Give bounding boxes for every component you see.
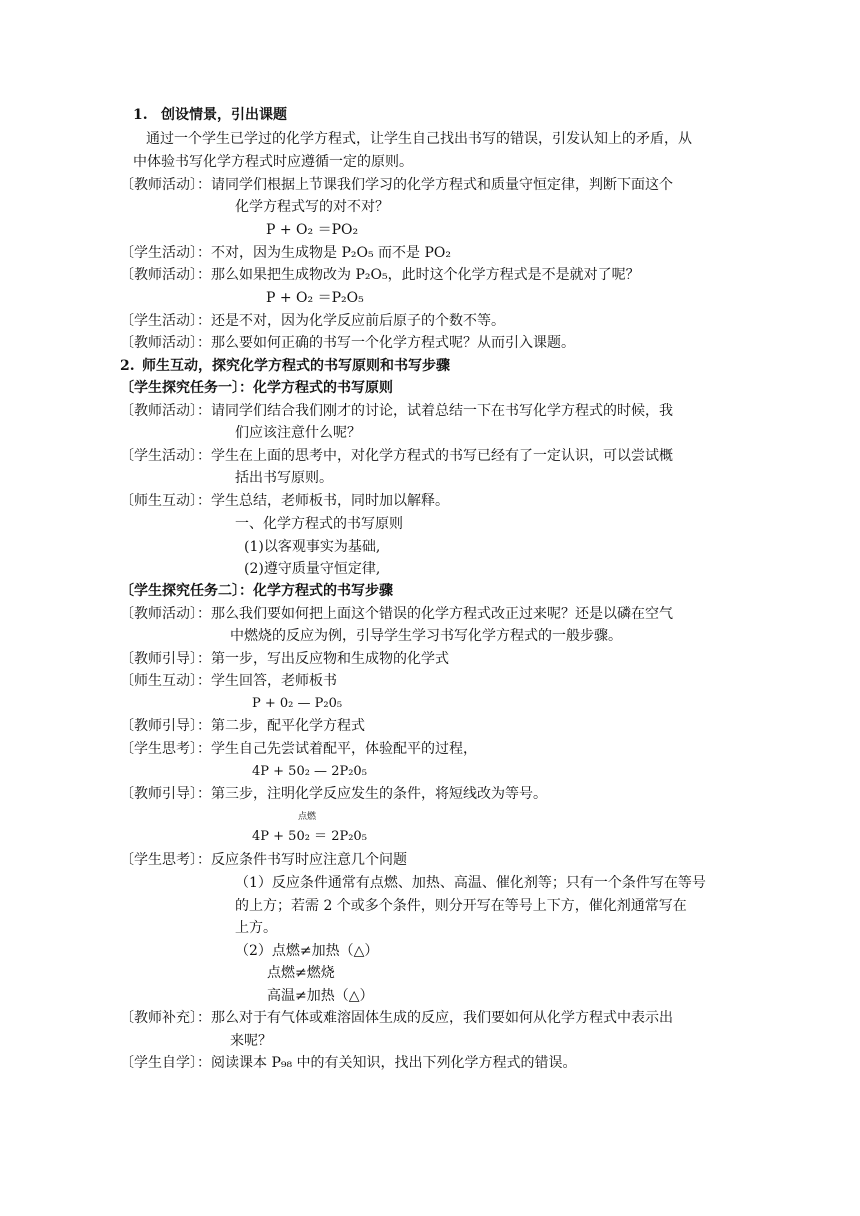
section-2-number: 2. (120, 358, 135, 374)
equation-step-3: 4P + 50₂ ＝ 2P₂0₅ (252, 829, 367, 844)
role-label: 〔教师活动〕： (120, 606, 211, 622)
dialogue-text: 不对，因为生成物是 P₂O₅ 而不是 PO₂ (211, 245, 451, 261)
note-2-line-3: 高温≠加热（△） (267, 988, 374, 1004)
dialogue-line (120, 849, 407, 871)
dialogue-continuation: 中燃烧的反应为例，引导学生学习书写化学方程式的一般步骤。 (230, 628, 622, 644)
dialogue-continuation: 化学方程式写的对不对？ (235, 199, 389, 215)
condition-label: 点燃 (298, 812, 317, 822)
dialogue-continuation: 们应该注意什么呢？ (235, 425, 361, 441)
dialogue-line (120, 715, 365, 737)
section-1-title: 创设情景，引出课题 (161, 107, 287, 123)
role-label: 〔学生思考〕： (120, 852, 211, 868)
dialogue-text: 阅读课本 P₉₈ 中的有关知识，找出下列化学方程式的错误。 (211, 1055, 577, 1071)
role-label: 〔学生活动〕： (120, 313, 211, 329)
dialogue-text: 学生总结，老师板书，同时加以解释。 (211, 493, 449, 509)
dialogue-text: 反应条件书写时应注意几个问题 (211, 852, 407, 868)
dialogue-line (120, 174, 673, 196)
role-label: 〔教师补充〕： (120, 1010, 211, 1026)
note-2-line-1: （2）点燃≠加热（△） (235, 943, 379, 959)
role-label: 〔学生活动〕： (120, 245, 211, 261)
task-2-heading: 〔学生探究任务二〕：化学方程式的书写步骤 (120, 583, 393, 599)
dialogue-text: 第二步，配平化学方程式 (211, 718, 365, 734)
dialogue-line (120, 264, 640, 286)
note-2-line-2: 点燃≠燃烧 (267, 965, 335, 981)
role-label: 〔教师引导〕： (120, 651, 211, 667)
role-label: 〔教师引导〕： (120, 786, 211, 802)
equation-1: P + O₂ ＝PO₂ (266, 222, 359, 238)
dialogue-text: 请同学们根据上节课我们学习的化学方程式和质量守恒定律，判断下面这个 (211, 177, 673, 193)
dialogue-line (120, 490, 449, 512)
note-1-line-3: 上方。 (235, 920, 277, 936)
equation-2: P + O₂ ＝P₂O₅ (266, 290, 364, 306)
role-label: 〔师生互动〕： (120, 673, 211, 689)
role-label: 〔教师活动〕： (120, 267, 211, 283)
dialogue-line (120, 1007, 673, 1029)
dialogue-line (120, 648, 449, 670)
dialogue-text: 那么对于有气体或难溶固体生成的反应，我们要如何从化学方程式中表示出 (211, 1010, 673, 1026)
section-2-title: 师生互动，探究化学方程式的书写原则和书写步骤 (142, 358, 450, 374)
dialogue-text: 学生回答，老师板书 (211, 673, 337, 689)
role-label: 〔师生互动〕： (120, 493, 211, 509)
note-1-line-2: 的上方；若需 2 个或多个条件，则分开写在等号上下方，催化剂通常写在 (235, 898, 687, 914)
section-1-intro-line-2: 中体验书写化学方程式时应遵循一定的原则。 (133, 154, 413, 170)
principle-2: (2)遵守质量守恒定律, (244, 561, 381, 577)
dialogue-line (120, 445, 673, 467)
dialogue-text: 学生自己先尝试着配平，体验配平的过程， (211, 741, 477, 757)
dialogue-line (120, 783, 547, 805)
dialogue-text: 第一步，写出反应物和生成物的化学式 (211, 651, 449, 667)
principle-1: (1)以客观事实为基础, (244, 539, 381, 555)
dialogue-line (120, 400, 673, 422)
dialogue-line (120, 242, 451, 264)
role-label: 〔教师引导〕： (120, 718, 211, 734)
dialogue-line (120, 670, 337, 692)
dialogue-text: 第三步，注明化学反应发生的条件，将短线改为等号。 (211, 786, 547, 802)
dialogue-text: 还是不对，因为化学反应前后原子的个数不等。 (211, 313, 505, 329)
section-1-intro-line-1: 通过一个学生已学过的化学方程式，让学生自己找出书写的错误，引发认知上的矛盾，从 (146, 131, 692, 147)
dialogue-line (120, 332, 575, 354)
dialogue-line (120, 310, 505, 332)
role-label: 〔教师活动〕： (120, 335, 211, 351)
dialogue-text: 请同学们结合我们刚才的讨论，试着总结一下在书写化学方程式的时候，我 (211, 403, 673, 419)
section-1-heading (133, 104, 287, 126)
equation-step-2: 4P + 50₂ — 2P₂0₅ (252, 764, 367, 779)
role-label: 〔学生活动〕： (120, 448, 211, 464)
dialogue-line (120, 738, 477, 760)
dialogue-text: 那么我们要如何把上面这个错误的化学方程式改正过来呢？还是以磷在空气 (211, 606, 673, 622)
dialogue-line (120, 603, 673, 625)
note-1-line-1: （1）反应条件通常有点燃、加热、高温、催化剂等；只有一个条件写在等号 (235, 875, 706, 891)
role-label: 〔学生自学〕： (120, 1055, 211, 1071)
dialogue-line (120, 1052, 577, 1074)
role-label: 〔教师活动〕： (120, 403, 211, 419)
section-1-number: 1. (133, 107, 148, 123)
dialogue-text: 那么如果把生成物改为 P₂O₅，此时这个化学方程式是不是就对了呢？ (211, 267, 640, 283)
dialogue-text: 学生在上面的思考中，对化学方程式的书写已经有了一定认识，可以尝试概 (211, 448, 673, 464)
equation-step-1: P + 0₂ — P₂0₅ (252, 696, 343, 711)
dialogue-text: 那么要如何正确的书写一个化学方程式呢？从而引入课题。 (211, 335, 575, 351)
role-label: 〔学生思考〕： (120, 741, 211, 757)
dialogue-continuation: 括出书写原则。 (235, 470, 333, 486)
board-title: 一、化学方程式的书写原则 (235, 516, 403, 532)
section-2-heading (120, 355, 450, 377)
dialogue-continuation: 来呢？ (230, 1033, 272, 1049)
task-1-heading: 〔学生探究任务一〕：化学方程式的书写原则 (120, 380, 393, 396)
role-label: 〔教师活动〕： (120, 177, 211, 193)
